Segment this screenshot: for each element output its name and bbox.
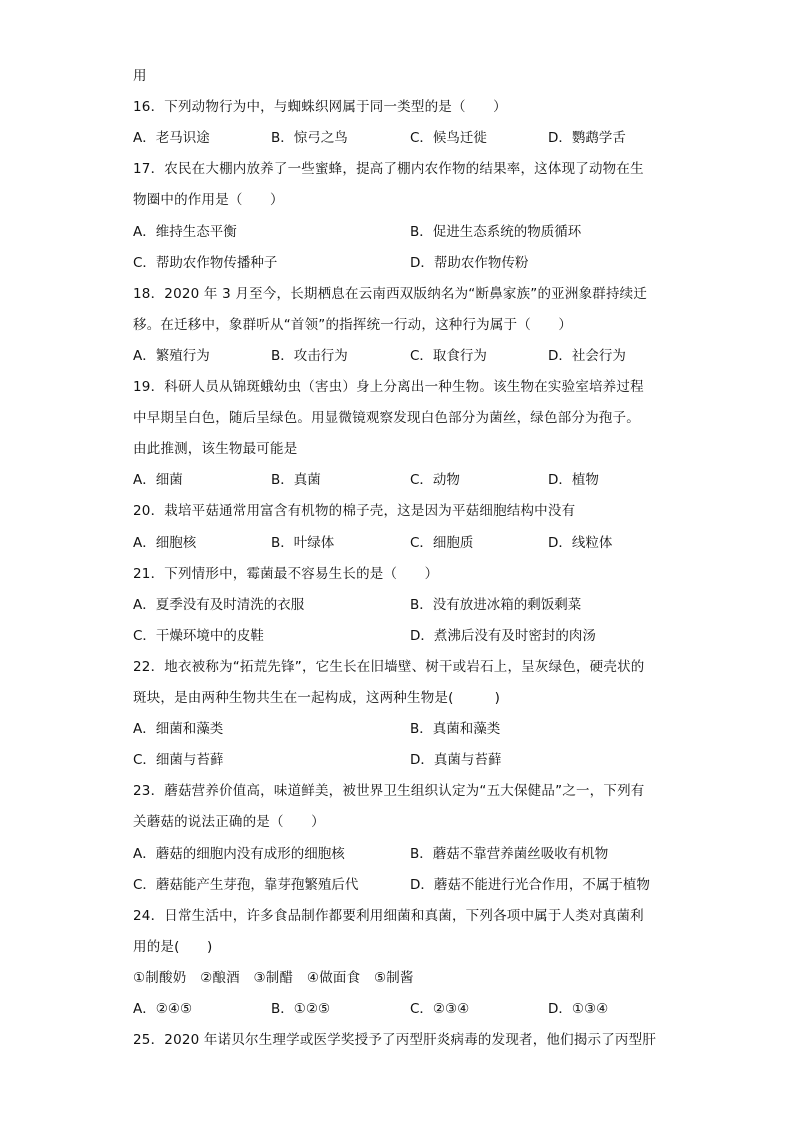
answer-option: C．细胞质 [410,534,474,551]
answer-option: D．植物 [548,472,599,489]
question-stem-line: 中早期呈白色，随后呈绿色。用显微镜观察发现白色部分为菌丝，绿色部分为孢子。 [133,410,640,427]
answer-option: C．动物 [410,472,460,489]
question-stem-line: 24．日常生活中，许多食品制作都要利用细菌和真菌，下列各项中属于人类对真菌利 [133,907,644,924]
answer-option: A．繁殖行为 [133,347,210,364]
answer-option: C．候鸟迁徙 [410,130,487,147]
question-stem-line: 物圈中的作用是（ ） [133,192,284,209]
answer-option: B．攻击行为 [271,347,348,364]
question-stem-line: 16．下列动物行为中，与蜘蛛织网属于同一类型的是（ ） [133,99,507,116]
question-stem-line: 用的是( ) [133,938,213,955]
answer-option: A．夏季没有及时清洗的衣服 [133,596,305,613]
answer-option: D．线粒体 [548,534,613,551]
question-stem-line: 20．栽培平菇通常用富含有机物的棉子壳，这是因为平菇细胞结构中没有 [133,503,576,520]
answer-option: A．细菌 [133,472,183,489]
answer-option: D．蘑菇不能进行光合作用，不属于植物 [410,876,650,893]
answer-option: D．帮助农作物传粉 [410,254,529,271]
answer-option: D．真菌与苔藓 [410,752,502,769]
answer-option: A．细菌和藻类 [133,721,224,738]
answer-option: C．②③④ [410,1001,470,1017]
answer-option: A．老马识途 [133,130,210,147]
question-stem-line: 由此推测，该生物最可能是 [133,441,298,458]
answer-option: A．②④⑤ [133,1001,193,1017]
question-stem-line: 19．科研人员从锦斑蛾幼虫（害虫）身上分离出一种生物。该生物在实验室培养过程 [133,379,644,395]
answer-option: A．细胞核 [133,534,197,551]
answer-option: B．①②⑤ [271,1001,331,1017]
question-stem-line: 移。在迁移中，象群听从“首领”的指挥统一行动，这种行为属于（ ） [133,316,573,333]
question-stem-line: 斑块，是由两种生物共生在一起构成，这两种生物是( ) [133,690,501,706]
question-stem-line: 18．2020 年 3 月至今，长期栖息在云南西双版纳名为“断鼻家族”的亚洲象群持续迁 [133,285,648,302]
answer-option: A．维持生态平衡 [133,223,237,240]
question-stem-line: 17．农民在大棚内放养了一些蜜蜂，提高了棚内农作物的结果率，这体现了动物在生 [133,161,644,178]
answer-option: D．鹦鹉学舌 [548,130,626,147]
question-stem-line: 23．蘑菇营养价值高，味道鲜美，被世界卫生组织认定为“五大保健品”之一，下列有 [133,783,645,800]
answer-option: C．取食行为 [410,347,487,364]
answer-option: D．①③④ [548,1001,609,1017]
answer-option: D．煮沸后没有及时密封的肉汤 [410,627,596,644]
question-stem-line: 25．2020 年诺贝尔生理学或医学奖授予了丙型肝炎病毒的发现者，他们揭示了丙型肝 [133,1032,657,1049]
answer-option: B．惊弓之鸟 [271,130,348,147]
answer-option: B．促进生态系统的物质循环 [410,223,582,240]
question-stem-line: 关蘑菇的说法正确的是（ ） [133,814,325,831]
answer-option: C．蘑菇能产生芽孢，靠芽孢繁殖后代 [133,876,359,893]
answer-option: B．没有放进冰箱的剩饭剩菜 [410,596,582,613]
answer-option: C．干燥环境中的皮鞋 [133,627,264,644]
answer-option: C．帮助农作物传播种子 [133,254,278,271]
answer-option: D．社会行为 [548,347,626,364]
answer-option: B．叶绿体 [271,534,335,551]
question-stem-line: 21．下列情形中，霉菌最不容易生长的是（ ） [133,565,439,582]
answer-option: A．蘑菇的细胞内没有成形的细胞核 [133,845,345,862]
answer-option: B．真菌 [271,472,321,489]
answer-option: B．蘑菇不靠营养菌丝吸收有机物 [410,845,609,862]
answer-option: C．细菌与苔藓 [133,752,224,769]
continuation-text: 用 [133,68,147,84]
answer-option: B．真菌和藻类 [410,721,501,738]
question-stem-line: ①制酸奶 ②酿酒 ③制醋 ④做面食 ⑤制酱 [133,969,414,986]
question-stem-line: 22．地衣被称为“拓荒先锋”，它生长在旧墙壁、树干或岩石上，呈灰绿色，硬壳状的 [133,658,645,675]
